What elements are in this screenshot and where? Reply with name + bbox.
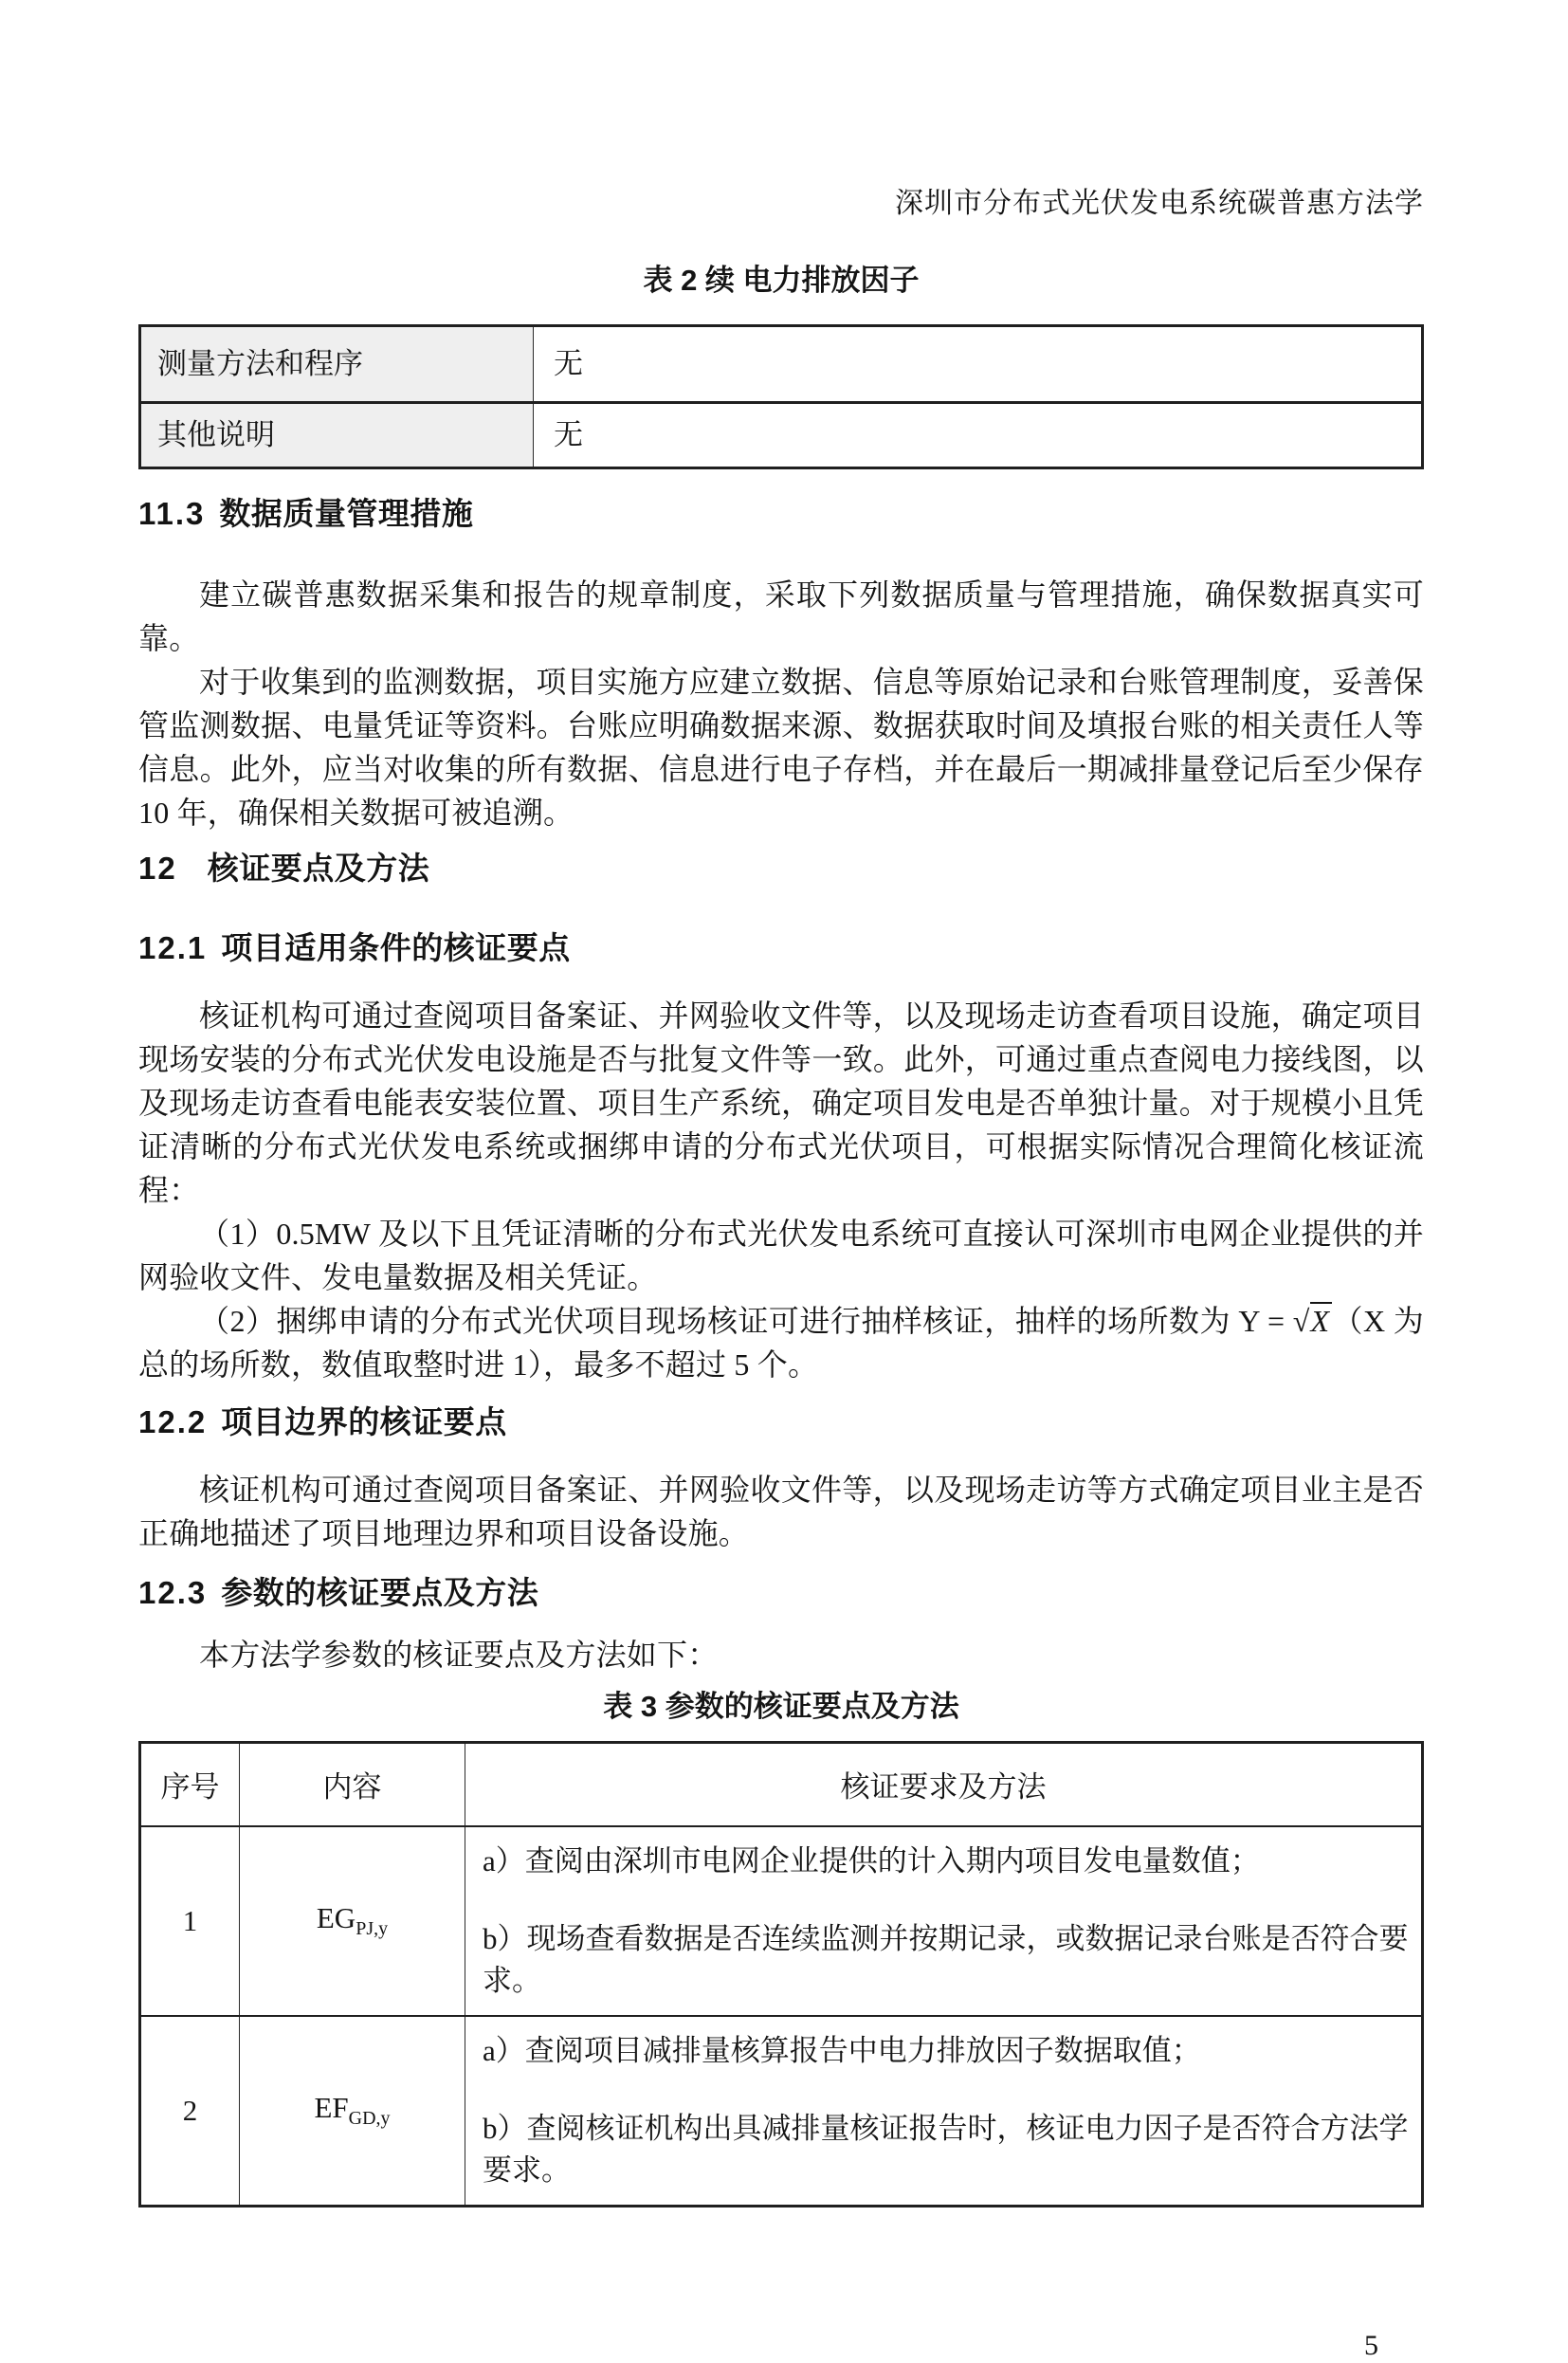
sqrt-formula: [1293, 1302, 1333, 1338]
table2-row2-value: 无: [534, 403, 1423, 468]
radical-sign: √: [1292, 1304, 1310, 1338]
param-subscript: GD,y: [348, 2108, 391, 2130]
running-header: 深圳市分布式光伏发电系统碳普惠方法学: [895, 188, 1424, 219]
table2-row1-value: 无: [534, 326, 1423, 403]
row-index: 1: [140, 1826, 240, 2016]
heading-title: 项目边界的核证要点: [221, 1404, 507, 1439]
paragraph: 核证机构可通过查阅项目备案证、并网验收文件等，以及现场走访等方式确定项目业主是否正确地描述了项目地理边界和项目设备设施。: [138, 1473, 1424, 1550]
heading-12: [138, 848, 1424, 889]
paragraph: 本方法学参数的核证要点及方法如下：: [199, 1638, 719, 1672]
list-item-2: [138, 1299, 1424, 1386]
heading-title: 项目适用条件的核证要点: [221, 930, 571, 965]
table3-header-method: 核证要求及方法: [465, 1743, 1423, 1826]
param-base: EF: [314, 2090, 349, 2124]
heading-title: 核证要点及方法: [207, 851, 430, 886]
table2-emission-factor: [138, 324, 1424, 469]
heading-number: 11.3: [138, 496, 206, 531]
heading-11-3: [138, 493, 1424, 535]
section-11-3-body: [138, 573, 1424, 834]
requirement-line-a: a）查阅由深圳市电网企业提供的计入期内项目发电量数值；: [483, 1843, 1260, 1878]
radicand: X: [1310, 1302, 1333, 1338]
paragraph: 核证机构可通过查阅项目备案证、并网验收文件等，以及现场走访查看项目设施，确定项目现场安装的分布式光伏发电设施是否与批复文件等一致。此外，可通过重点查阅电力接线图，以及现场走访查看电能表安装位置、项目生产系统，确定项目发电是否单独计量。对于规模小且凭证清晰的分布式光伏发电系统或捆绑申请的分布式光伏项目，可根据实际情况合理简化核证流程：: [138, 998, 1424, 1207]
table3-caption: 表 3 参数的核证要点及方法: [603, 1690, 959, 1723]
item2-text: （2）捆绑申请的分布式光伏项目现场核证可进行抽样核证，抽样的场所数为 Y =: [199, 1304, 1285, 1338]
table2-row2-label: 其他说明: [140, 403, 534, 468]
paragraph: 对于收集到的监测数据，项目实施方应建立数据、信息等原始记录和台账管理制度，妥善保管监测数据、电量凭证等资料。台账应明确数据来源、数据获取时间及填报台账的相关责任人等信息。此外，应当对收集的所有数据、信息进行电子存档，并在最后一期减排量登记后至少保存 10 年，确保相关数据可被追溯。: [138, 665, 1424, 830]
list-item-1: （1）0.5MW 及以下且凭证清晰的分布式光伏发电系统可直接认可深圳市电网企业提供的并网验收文件、发电量数据及相关凭证。: [138, 1217, 1424, 1294]
heading-12-3: [138, 1572, 1424, 1614]
table-row: [140, 326, 1423, 403]
table-row: [140, 2016, 1423, 2207]
table3-verification-parameters: [138, 1741, 1424, 2207]
heading-number: 12: [138, 851, 177, 886]
heading-title: 数据质量管理措施: [219, 496, 474, 531]
param-subscript: PJ,y: [356, 1918, 389, 1940]
requirement-line-b: b）查阅核证机构出具减排量核证报告时，核证电力因子是否符合方法学要求。: [483, 2111, 1409, 2187]
parameter-symbol: [240, 1826, 465, 2016]
table3-header-content: 内容: [240, 1743, 465, 1826]
requirement-line-b: b）现场查看数据是否连续监测并按期记录，或数据记录台账是否符合要求。: [483, 1921, 1409, 1997]
table-row: [140, 403, 1423, 468]
table2-caption: 表 2 续 电力排放因子: [643, 264, 920, 297]
item2-text: （X 为总的场所数，数值取整时进 1），最多不超过 5 个。: [138, 1304, 1424, 1382]
page-number: 5: [1364, 2329, 1378, 2361]
parameter-symbol: [240, 2016, 465, 2207]
table-header-row: [140, 1743, 1423, 1826]
section-12-1-body: [138, 994, 1424, 1386]
requirement-line-a: a）查阅项目减排量核算报告中电力排放因子数据取值；: [483, 2033, 1201, 2067]
table-row: [140, 1826, 1423, 2016]
heading-number: 12.3: [138, 1575, 208, 1610]
param-base: EG: [316, 1900, 356, 1934]
row-index: 2: [140, 2016, 240, 2207]
heading-number: 12.2: [138, 1404, 208, 1439]
heading-12-2: [138, 1401, 1424, 1443]
table3-header-no: 序号: [140, 1743, 240, 1826]
heading-number: 12.1: [138, 930, 208, 965]
verification-requirements: [465, 2016, 1423, 2207]
verification-requirements: [465, 1826, 1423, 2016]
heading-12-1: [138, 927, 1424, 969]
table2-row1-label: 测量方法和程序: [140, 326, 534, 403]
paragraph: 建立碳普惠数据采集和报告的规章制度，采取下列数据质量与管理措施，确保数据真实可靠。: [138, 577, 1424, 655]
heading-title: 参数的核证要点及方法: [221, 1575, 539, 1610]
